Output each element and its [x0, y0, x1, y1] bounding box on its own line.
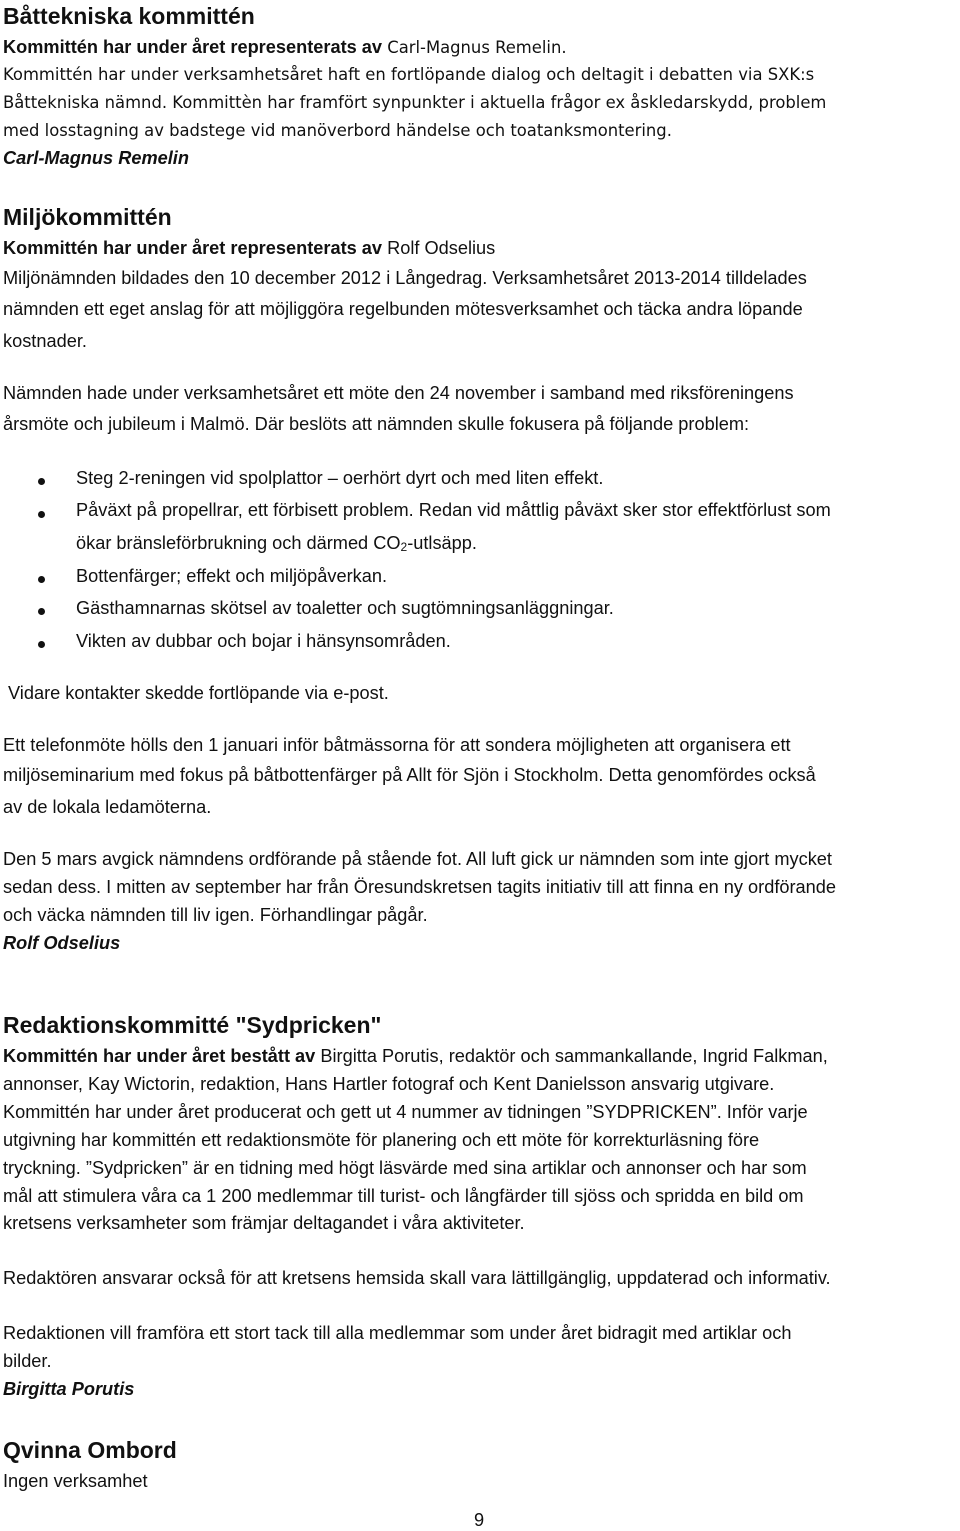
redaktion-text-line: Redaktören ansvarar också för att kretsens hemsida skall vara lättillgänglig, uppdaterad och informativ. — [3, 1268, 831, 1288]
redaktion-text-line: utgivning har kommittén ett redaktionsmöte för planering och ett möte för korrekturläsning före — [3, 1130, 760, 1150]
list-item: Gästhamnarnas skötsel av toaletter och sugtömningsanläggningar. — [76, 598, 614, 618]
miljo-text-line: Vidare kontakter skedde fortlöpande via e-post. — [8, 683, 389, 703]
redaktion-text-line: bilder. — [3, 1351, 52, 1371]
qvinna-text: Ingen verksamhet — [3, 1471, 148, 1491]
batteknisk-text-line: Kommittén har under verksamhetsåret haft en fortlöpande dialog och deltagit i debatten via SXK:s — [3, 65, 815, 84]
miljo-text-line: Ett telefonmöte hölls den 1 januari inför båtmässorna för att sondera möjligheten att organisera ett — [3, 735, 791, 755]
bullet-dot — [38, 641, 45, 648]
batteknisk-text-line: med losstagning av badstege vid manöverbord händelse och toatanksmontering. — [3, 121, 672, 140]
section-heading-batteknisk: Båttekniska kommittén — [3, 3, 255, 29]
redaktion-text-line: kretsens verksamheter som främjar deltagandet i våra aktiviteter. — [3, 1213, 525, 1233]
members-list: Birgitta Porutis, redaktör och sammankallande, Ingrid Falkman, — [315, 1046, 828, 1066]
miljo-text-line: Miljönämnden bildades den 10 december 2012 i Långedrag. Verksamhetsåret 2013-2014 tilldelades — [3, 268, 807, 288]
miljo-text-line: och väcka nämnden till liv igen. Förhandlingar pågår. — [3, 905, 428, 925]
batteknisk-representative — [3, 37, 567, 58]
redaktion-text-line — [3, 1046, 828, 1067]
redaktion-text-line: Redaktionen vill framföra ett stort tack till alla medlemmar som under året bidragit med artiklar och — [3, 1323, 792, 1343]
redaktion-text-line: Kommittén har under året producerat och gett ut 4 nummer av tidningen ”SYDPRICKEN”. Inför varje — [3, 1102, 808, 1122]
redaktion-text-line: annonser, Kay Wictorin, redaktion, Hans Hartler fotograf och Kent Danielsson ansvarig utgivare. — [3, 1074, 775, 1094]
section-heading-miljo: Miljökommittén — [3, 204, 172, 230]
co2-subscript: 2 — [400, 540, 408, 554]
bullet-dot — [38, 511, 45, 518]
rep-name: Carl-Magnus Remelin. — [382, 38, 567, 57]
miljo-text-line: årsmöte och jubileum i Malmö. Där beslöts att nämnden skulle fokusera på följande problem: — [3, 414, 750, 434]
redaktion-text-line: mål att stimulera våra ca 1 200 medlemmar till turist- och långfärder till sjöss och spridda en bild om — [3, 1186, 804, 1206]
list-item: Steg 2-reningen vid spolplattor – oerhört dyrt och med liten effekt. — [76, 468, 604, 488]
miljo-text-line: sedan dess. I mitten av september har från Öresundskretsen tagits initiativ till att finna en ny ordförande — [3, 877, 837, 897]
co2-text: ökar bränsleförbrukning och därmed CO — [76, 533, 401, 553]
list-item: Vikten av dubbar och bojar i hänsynsområden. — [76, 631, 451, 651]
miljo-text-line: nämnden ett eget anslag för att möjliggöra regelbunden mötesverksamhet och täcka andra löpande — [3, 299, 803, 319]
co2-text-end: -utlsäpp. — [407, 533, 477, 553]
bullet-dot — [38, 478, 45, 485]
list-item: Påväxt på propellrar, ett förbisett problem. Redan vid måttlig påväxt sker stor effektförlust som — [76, 500, 831, 520]
redaktion-signature: Birgitta Porutis — [3, 1379, 135, 1399]
miljo-signature: Rolf Odselius — [3, 933, 121, 953]
rep-name: Rolf Odselius — [382, 238, 496, 258]
miljo-representative — [3, 238, 495, 259]
miljo-text-line: Den 5 mars avgick nämndens ordförande på stående fot. All luft gick ur nämnden som inte gjort mycket — [3, 849, 832, 869]
redaktion-text-line: tryckning. ”Sydpricken” är en tidning med högt läsvärde med sina artiklar och annonser och har som — [3, 1158, 807, 1178]
miljo-text-line: Nämnden hade under verksamhetsåret ett möte den 24 november i samband med riksföreningens — [3, 383, 794, 403]
page-number: 9 — [474, 1510, 485, 1530]
list-item: Bottenfärger; effekt och miljöpåverkan. — [76, 566, 388, 586]
section-heading-redaktion: Redaktionskommitté "Sydpricken" — [3, 1012, 382, 1038]
list-item-continuation — [76, 533, 477, 554]
batteknisk-text-line: Båttekniska nämnd. Kommittèn har framfört synpunkter i aktuella frågor ex åskledarskydd, problem — [3, 93, 827, 112]
section-heading-qvinna: Qvinna Ombord — [3, 1437, 177, 1463]
bullet-dot — [38, 608, 45, 615]
rep-label: Kommittén har under året representerats av — [3, 238, 383, 258]
members-label: Kommittén har under året bestått av — [3, 1046, 316, 1066]
bullet-dot — [38, 576, 45, 583]
miljo-text-line: miljöseminarium med fokus på båtbottenfärger på Allt för Sjön i Stockholm. Detta genomfördes också — [3, 765, 816, 785]
miljo-text-line: av de lokala ledamöterna. — [3, 797, 212, 817]
miljo-text-line: kostnader. — [3, 331, 87, 351]
rep-label: Kommittén har under året representerats av — [3, 37, 383, 57]
batteknisk-signature: Carl-Magnus Remelin — [3, 148, 189, 168]
